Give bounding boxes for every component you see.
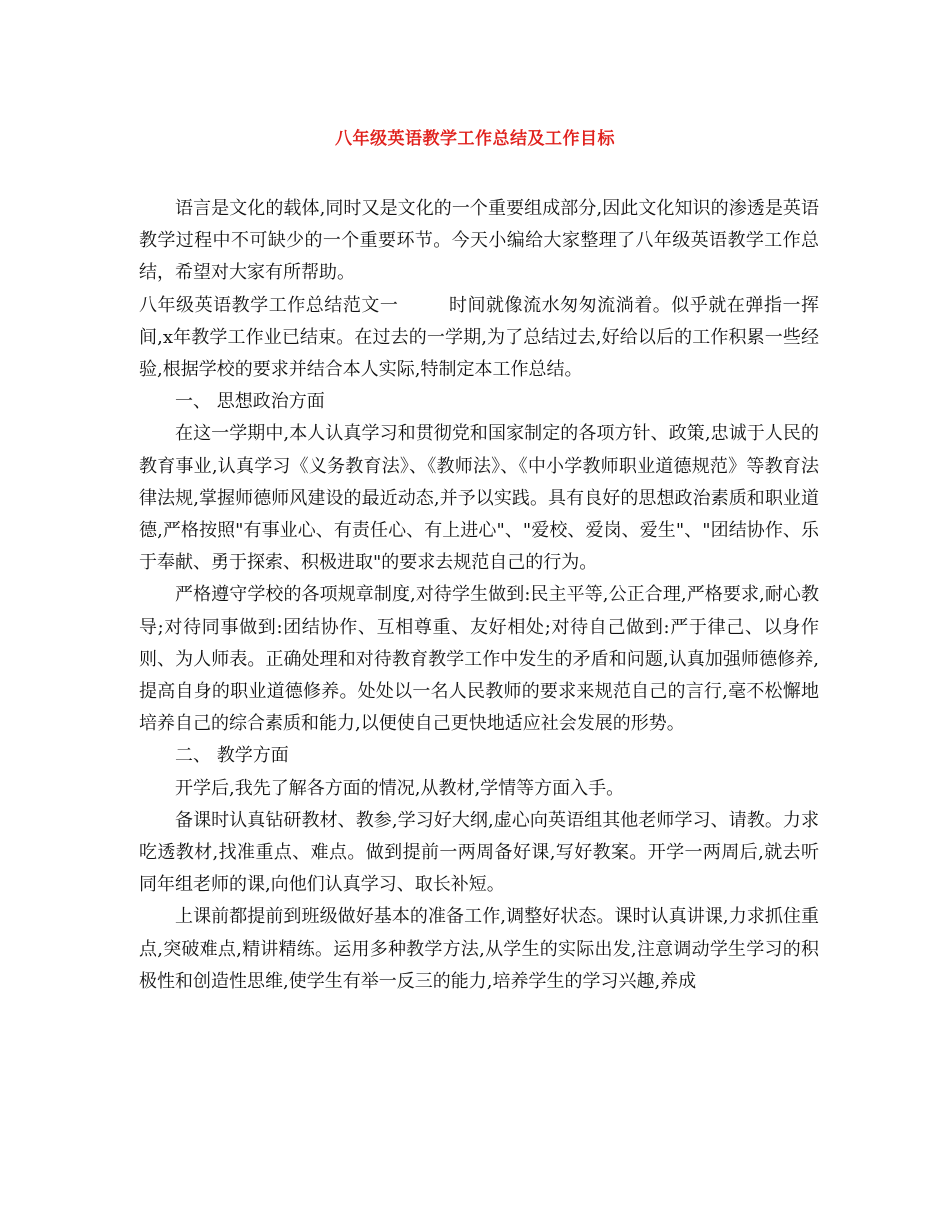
sample-label: 八年级英语教学工作总结范文一 <box>139 294 399 316</box>
section-1-paragraph-1: 在这一学期中,本人认真学习和贯彻党和国家制定的各项方针、政策,忠诚于人民的教育事业,认真学习《义务教育法》、《教师法》、《中小学教师职业道德规范》等教育法律法规,掌握师德师风建设的最近动态,并予以实践。具有良好的思想政治素质和职业道德,严格按照"有事业心、有责任心、有上进心"、"爱校、爱岗、爱生"、"团结协作、乐于奉献、勇于探索、积极进取"的要求去规范自己的行为。 <box>139 423 819 574</box>
sample-paragraph <box>139 290 819 387</box>
section-1-paragraph-2: 严格遵守学校的各项规章制度,对待学生做到:民主平等,公正合理,严格要求,耐心教导;对待同事做到:团结协作、互相尊重、友好相处;对待自己做到:严于律己、以身作则、为人师表。正确处理和对待教育教学工作中发生的矛盾和问题,认真加强师德修养,提高自身的职业道德修养。处处以一名人民教师的要求来规范自己的言行,毫不松懈地培养自己的综合素质和能力,以便使自己更快地适应社会发展的形势。 <box>139 584 819 735</box>
section-2-heading: 二、 教学方面 <box>175 745 289 767</box>
section-2-paragraph-3: 上课前都提前到班级做好基本的准备工作,调整好状态。课时认真讲课,力求抓住重点,突破难点,精讲精练。运用多种教学方法,从学生的实际出发,注意调动学生学习的积极性和创造性思维,使学生有举一反三的能力,培养学生的学习兴趣,养成 <box>139 906 819 992</box>
sample-opening: 时间就像流水匆匆流淌着。似乎就在弹指一挥间,x年教学工作业已结束。在过去的一学期,为了总结过去,好给以后的工作积累一些经验,根据学校的要求并结合本人实际,特制定本工作总结。 <box>139 294 820 381</box>
document-title: 八年级英语教学工作总结及工作目标 <box>335 129 615 149</box>
intro-paragraph: 语言是文化的载体,同时又是文化的一个重要组成部分,因此文化知识的渗透是英语教学过程中不可缺少的一个重要环节。今天小编给大家整理了八年级英语教学工作总结，希望对大家有所帮助。 <box>139 198 819 284</box>
section-2-paragraph-2: 备课时认真钻研教材、教参,学习好大纲,虚心向英语组其他老师学习、请教。力求吃透教材,找准重点、难点。做到提前一两周备好课,写好教案。开学一两周后,就去听同年组老师的课,向他们认真学习、取长补短。 <box>139 809 819 896</box>
section-2-paragraph-1: 开学后,我先了解各方面的情况,从教材,学情等方面入手。 <box>175 777 625 799</box>
section-1-heading: 一、 思想政治方面 <box>175 391 325 413</box>
document-body <box>139 193 819 998</box>
